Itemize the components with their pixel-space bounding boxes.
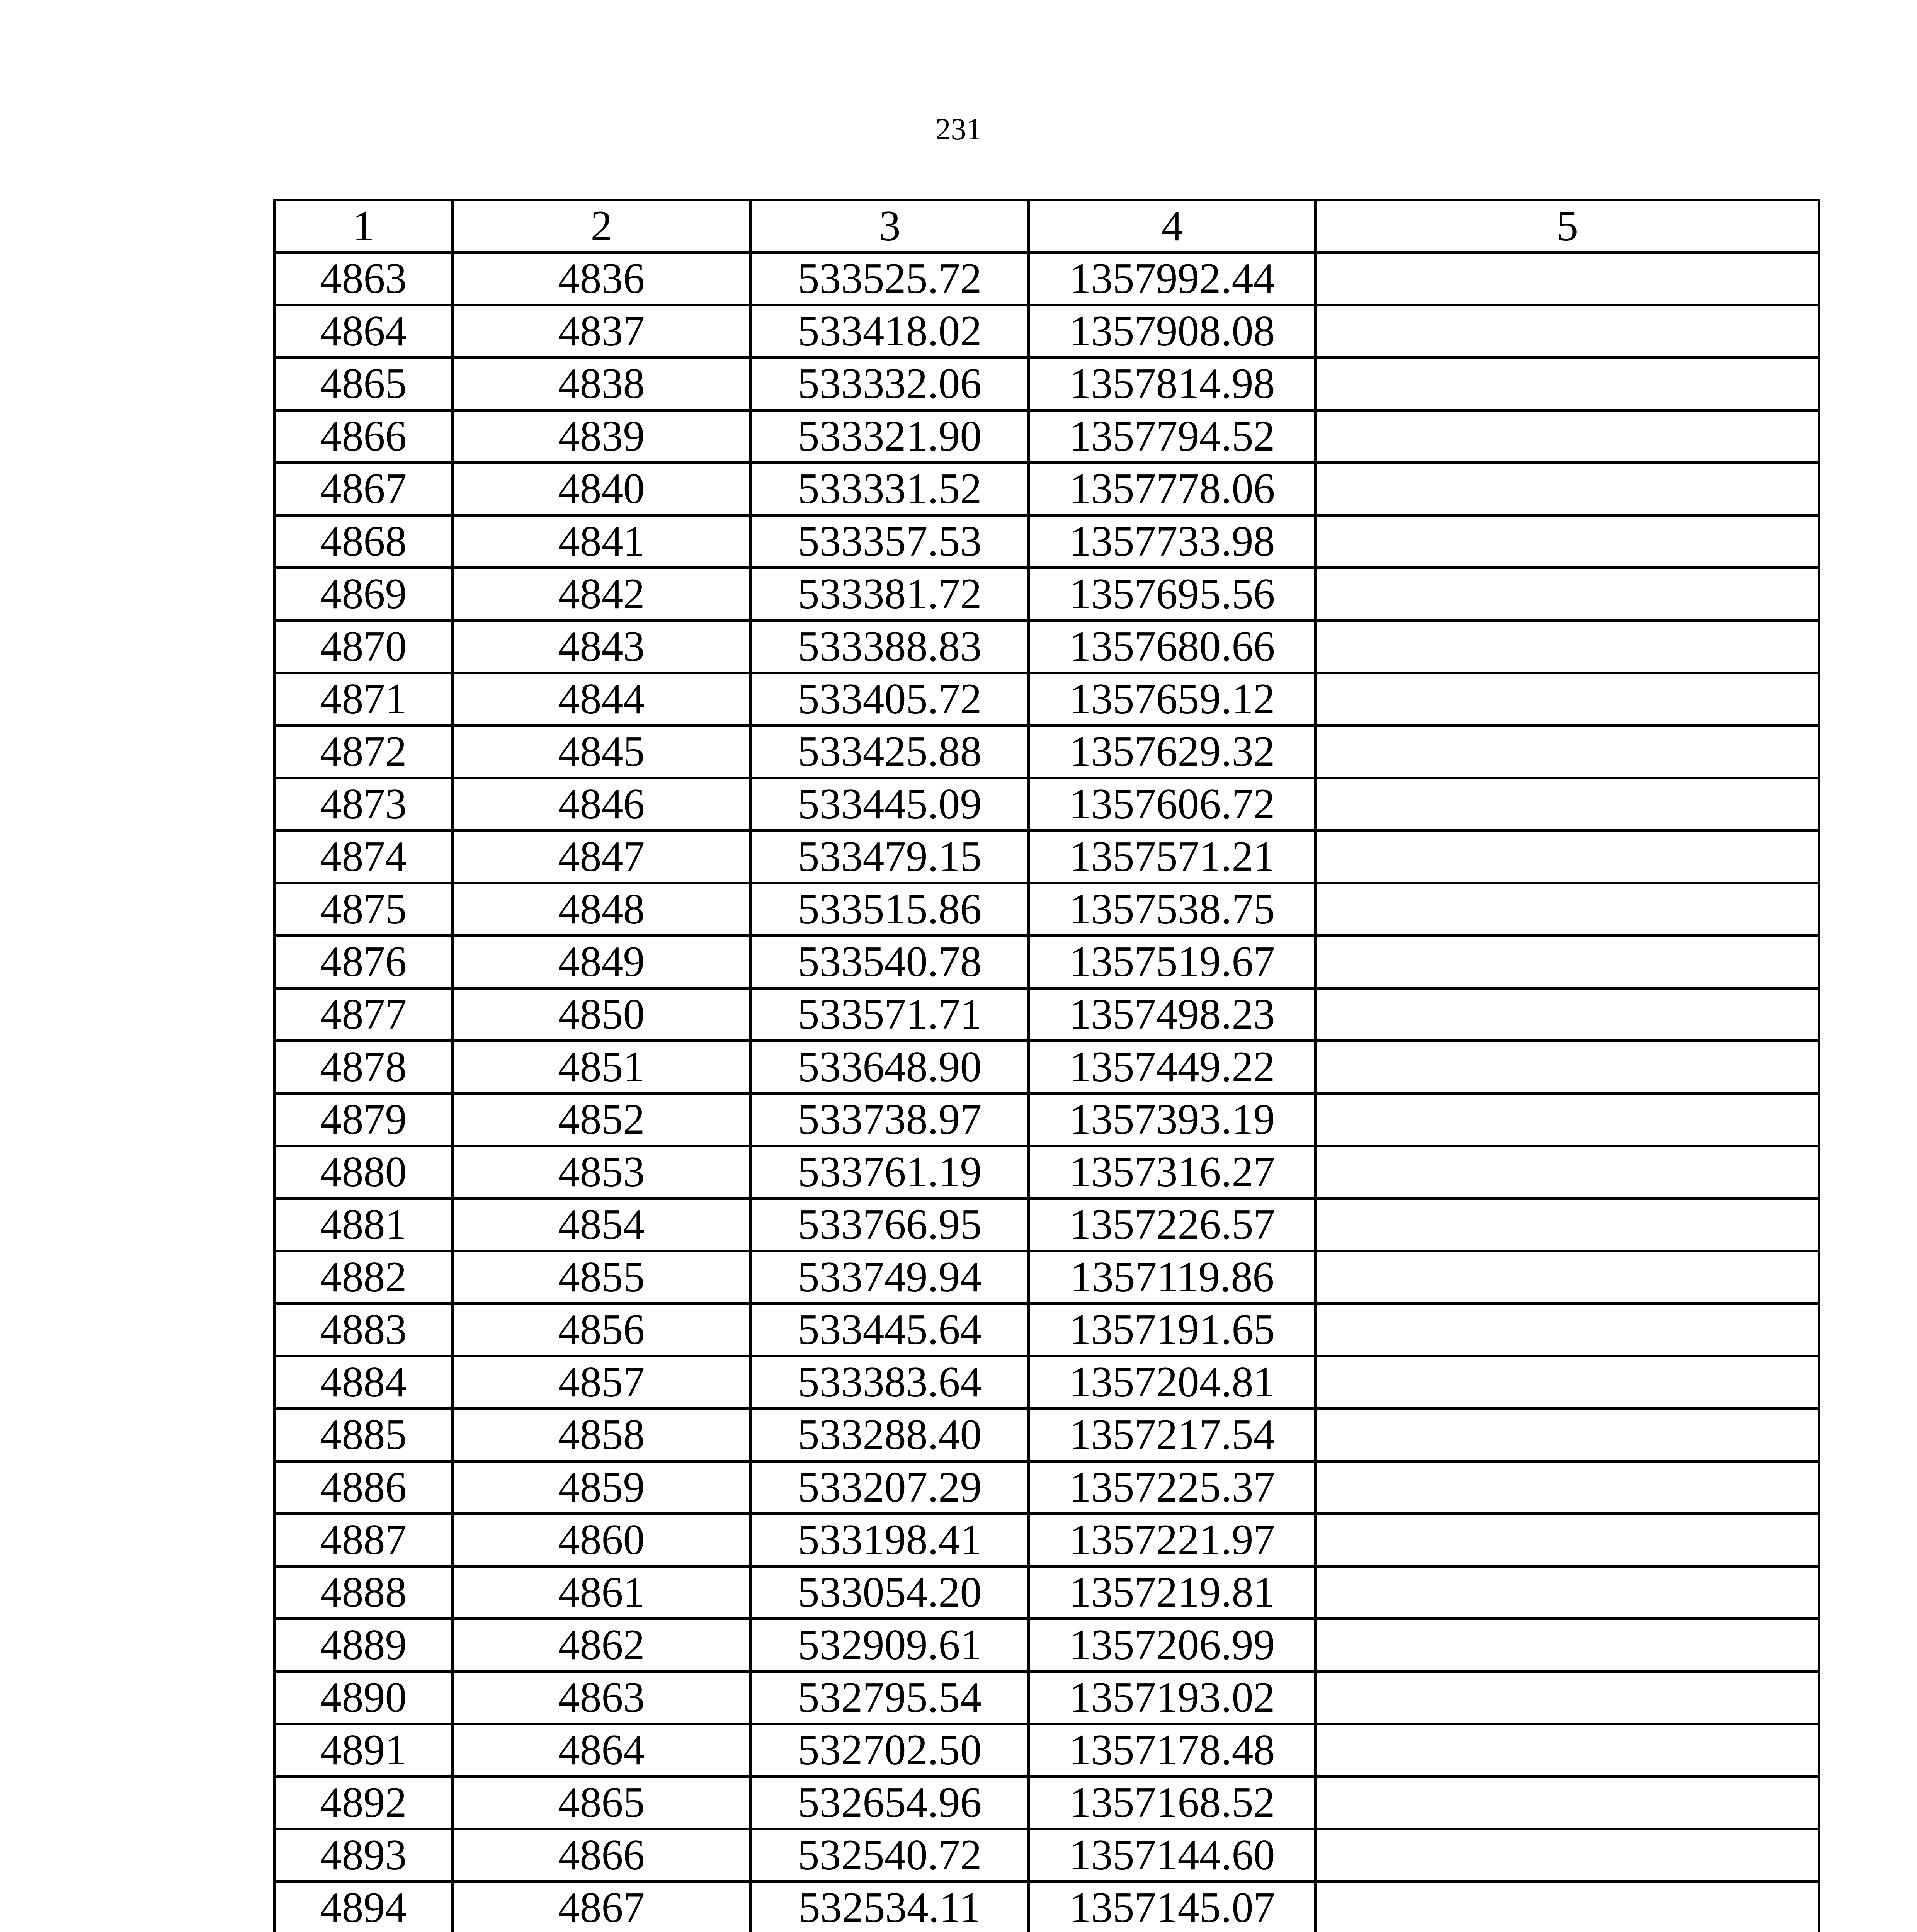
column-header-1: 1 bbox=[275, 200, 452, 253]
table-row bbox=[275, 936, 1819, 988]
coordinate-y-cell: 1357217.54 bbox=[1029, 1409, 1316, 1461]
table-row bbox=[275, 410, 1819, 463]
point-number-cell: 4886 bbox=[275, 1461, 452, 1514]
coordinate-y-cell: 1357449.22 bbox=[1029, 1041, 1316, 1094]
coordinate-x-cell: 533761.19 bbox=[751, 1146, 1029, 1199]
note-cell bbox=[1316, 1041, 1819, 1094]
point-number-cell: 4889 bbox=[275, 1619, 452, 1672]
point-number-cell: 4868 bbox=[275, 515, 452, 568]
coordinate-y-cell: 1357145.07 bbox=[1029, 1882, 1316, 1932]
table-row bbox=[275, 1829, 1819, 1882]
table-row bbox=[275, 726, 1819, 778]
note-cell bbox=[1316, 778, 1819, 831]
point-number-cell: 4865 bbox=[275, 358, 452, 410]
point-index-cell: 4856 bbox=[452, 1304, 751, 1356]
coordinate-x-cell: 532702.50 bbox=[751, 1724, 1029, 1777]
point-index-cell: 4846 bbox=[452, 778, 751, 831]
point-index-cell: 4867 bbox=[452, 1882, 751, 1932]
note-cell bbox=[1316, 410, 1819, 463]
coordinate-y-cell: 1357538.75 bbox=[1029, 883, 1316, 936]
note-cell bbox=[1316, 1199, 1819, 1251]
table-row bbox=[275, 1094, 1819, 1146]
coordinate-y-cell: 1357992.44 bbox=[1029, 253, 1316, 305]
point-number-cell: 4875 bbox=[275, 883, 452, 936]
table-row bbox=[275, 515, 1819, 568]
coordinate-y-cell: 1357680.66 bbox=[1029, 621, 1316, 673]
note-cell bbox=[1316, 1829, 1819, 1882]
point-number-cell: 4884 bbox=[275, 1356, 452, 1409]
coordinate-x-cell: 532654.96 bbox=[751, 1777, 1029, 1829]
note-cell bbox=[1316, 673, 1819, 726]
point-number-cell: 4879 bbox=[275, 1094, 452, 1146]
point-index-cell: 4838 bbox=[452, 358, 751, 410]
coordinate-x-cell: 533381.72 bbox=[751, 568, 1029, 621]
point-index-cell: 4844 bbox=[452, 673, 751, 726]
table-row bbox=[275, 305, 1819, 358]
note-cell bbox=[1316, 831, 1819, 883]
point-number-cell: 4894 bbox=[275, 1882, 452, 1932]
point-index-cell: 4848 bbox=[452, 883, 751, 936]
point-index-cell: 4858 bbox=[452, 1409, 751, 1461]
coordinate-y-cell: 1357571.21 bbox=[1029, 831, 1316, 883]
coordinate-x-cell: 533648.90 bbox=[751, 1041, 1029, 1094]
coordinate-y-cell: 1357219.81 bbox=[1029, 1566, 1316, 1619]
coordinate-y-cell: 1357178.48 bbox=[1029, 1724, 1316, 1777]
point-number-cell: 4893 bbox=[275, 1829, 452, 1882]
coordinate-y-cell: 1357119.86 bbox=[1029, 1251, 1316, 1304]
point-number-cell: 4871 bbox=[275, 673, 452, 726]
coordinate-x-cell: 533388.83 bbox=[751, 621, 1029, 673]
coordinate-x-cell: 532795.54 bbox=[751, 1672, 1029, 1724]
table-row bbox=[275, 1356, 1819, 1409]
coordinate-y-cell: 1357778.06 bbox=[1029, 463, 1316, 515]
point-index-cell: 4860 bbox=[452, 1514, 751, 1566]
point-index-cell: 4864 bbox=[452, 1724, 751, 1777]
coordinate-y-cell: 1357191.65 bbox=[1029, 1304, 1316, 1356]
coordinate-y-cell: 1357794.52 bbox=[1029, 410, 1316, 463]
coordinate-y-cell: 1357221.97 bbox=[1029, 1514, 1316, 1566]
coordinate-y-cell: 1357814.98 bbox=[1029, 358, 1316, 410]
table-row bbox=[275, 358, 1819, 410]
note-cell bbox=[1316, 1724, 1819, 1777]
point-number-cell: 4876 bbox=[275, 936, 452, 988]
column-header-2: 2 bbox=[452, 200, 751, 253]
coordinate-x-cell: 533425.88 bbox=[751, 726, 1029, 778]
point-index-cell: 4836 bbox=[452, 253, 751, 305]
note-cell bbox=[1316, 1409, 1819, 1461]
coordinate-x-cell: 532540.72 bbox=[751, 1829, 1029, 1882]
note-cell bbox=[1316, 1461, 1819, 1514]
table-row bbox=[275, 1882, 1819, 1932]
coordinate-y-cell: 1357393.19 bbox=[1029, 1094, 1316, 1146]
coordinate-x-cell: 533418.02 bbox=[751, 305, 1029, 358]
point-index-cell: 4866 bbox=[452, 1829, 751, 1882]
point-number-cell: 4877 bbox=[275, 988, 452, 1041]
note-cell bbox=[1316, 253, 1819, 305]
coordinate-x-cell: 533288.40 bbox=[751, 1409, 1029, 1461]
point-number-cell: 4874 bbox=[275, 831, 452, 883]
point-number-cell: 4873 bbox=[275, 778, 452, 831]
table-row bbox=[275, 1514, 1819, 1566]
note-cell bbox=[1316, 1882, 1819, 1932]
point-index-cell: 4862 bbox=[452, 1619, 751, 1672]
coordinate-x-cell: 533749.94 bbox=[751, 1251, 1029, 1304]
point-number-cell: 4863 bbox=[275, 253, 452, 305]
point-index-cell: 4849 bbox=[452, 936, 751, 988]
column-header-3: 3 bbox=[751, 200, 1029, 253]
coordinate-x-cell: 533445.09 bbox=[751, 778, 1029, 831]
point-number-cell: 4883 bbox=[275, 1304, 452, 1356]
table-row bbox=[275, 1777, 1819, 1829]
coordinate-x-cell: 533198.41 bbox=[751, 1514, 1029, 1566]
coordinate-y-cell: 1357629.32 bbox=[1029, 726, 1316, 778]
note-cell bbox=[1316, 568, 1819, 621]
coordinate-x-cell: 533383.64 bbox=[751, 1356, 1029, 1409]
note-cell bbox=[1316, 1146, 1819, 1199]
point-number-cell: 4887 bbox=[275, 1514, 452, 1566]
point-number-cell: 4885 bbox=[275, 1409, 452, 1461]
point-number-cell: 4870 bbox=[275, 621, 452, 673]
note-cell bbox=[1316, 1777, 1819, 1829]
note-cell bbox=[1316, 621, 1819, 673]
coordinate-x-cell: 533571.71 bbox=[751, 988, 1029, 1041]
note-cell bbox=[1316, 1566, 1819, 1619]
point-index-cell: 4859 bbox=[452, 1461, 751, 1514]
point-index-cell: 4850 bbox=[452, 988, 751, 1041]
note-cell bbox=[1316, 1251, 1819, 1304]
point-number-cell: 4878 bbox=[275, 1041, 452, 1094]
note-cell bbox=[1316, 1304, 1819, 1356]
coordinate-y-cell: 1357908.08 bbox=[1029, 305, 1316, 358]
coordinate-x-cell: 533331.52 bbox=[751, 463, 1029, 515]
table-row bbox=[275, 1724, 1819, 1777]
point-index-cell: 4857 bbox=[452, 1356, 751, 1409]
point-index-cell: 4839 bbox=[452, 410, 751, 463]
point-number-cell: 4882 bbox=[275, 1251, 452, 1304]
note-cell bbox=[1316, 358, 1819, 410]
note-cell bbox=[1316, 515, 1819, 568]
point-number-cell: 4880 bbox=[275, 1146, 452, 1199]
note-cell bbox=[1316, 463, 1819, 515]
header-row bbox=[275, 200, 1819, 253]
note-cell bbox=[1316, 1094, 1819, 1146]
coordinate-x-cell: 533766.95 bbox=[751, 1199, 1029, 1251]
note-cell bbox=[1316, 1672, 1819, 1724]
coordinate-y-cell: 1357168.52 bbox=[1029, 1777, 1316, 1829]
point-index-cell: 4854 bbox=[452, 1199, 751, 1251]
point-number-cell: 4888 bbox=[275, 1566, 452, 1619]
table-row bbox=[275, 831, 1819, 883]
note-cell bbox=[1316, 883, 1819, 936]
table-row bbox=[275, 463, 1819, 515]
column-header-4: 4 bbox=[1029, 200, 1316, 253]
point-index-cell: 4861 bbox=[452, 1566, 751, 1619]
note-cell bbox=[1316, 936, 1819, 988]
note-cell bbox=[1316, 1514, 1819, 1566]
note-cell bbox=[1316, 988, 1819, 1041]
note-cell bbox=[1316, 1619, 1819, 1672]
coordinate-y-cell: 1357144.60 bbox=[1029, 1829, 1316, 1882]
point-index-cell: 4840 bbox=[452, 463, 751, 515]
coordinate-y-cell: 1357498.23 bbox=[1029, 988, 1316, 1041]
table-body bbox=[275, 253, 1819, 1932]
coordinate-x-cell: 533515.86 bbox=[751, 883, 1029, 936]
coordinate-y-cell: 1357226.57 bbox=[1029, 1199, 1316, 1251]
coordinate-x-cell: 533207.29 bbox=[751, 1461, 1029, 1514]
coordinate-y-cell: 1357206.99 bbox=[1029, 1619, 1316, 1672]
point-number-cell: 4890 bbox=[275, 1672, 452, 1724]
table-row bbox=[275, 673, 1819, 726]
point-index-cell: 4845 bbox=[452, 726, 751, 778]
point-number-cell: 4892 bbox=[275, 1777, 452, 1829]
point-number-cell: 4864 bbox=[275, 305, 452, 358]
table-row bbox=[275, 253, 1819, 305]
table-row bbox=[275, 1199, 1819, 1251]
point-number-cell: 4869 bbox=[275, 568, 452, 621]
page-number: 231 bbox=[935, 112, 982, 146]
point-number-cell: 4866 bbox=[275, 410, 452, 463]
point-number-cell: 4881 bbox=[275, 1199, 452, 1251]
table-row bbox=[275, 568, 1819, 621]
coordinate-x-cell: 533321.90 bbox=[751, 410, 1029, 463]
table-row bbox=[275, 1146, 1819, 1199]
coordinate-y-cell: 1357606.72 bbox=[1029, 778, 1316, 831]
point-number-cell: 4891 bbox=[275, 1724, 452, 1777]
coordinate-x-cell: 532534.11 bbox=[751, 1882, 1029, 1932]
coordinate-x-cell: 533405.72 bbox=[751, 673, 1029, 726]
point-number-cell: 4872 bbox=[275, 726, 452, 778]
coordinate-x-cell: 533479.15 bbox=[751, 831, 1029, 883]
table-row bbox=[275, 778, 1819, 831]
table-row bbox=[275, 1251, 1819, 1304]
note-cell bbox=[1316, 1356, 1819, 1409]
coordinate-y-cell: 1357695.56 bbox=[1029, 568, 1316, 621]
column-header-5: 5 bbox=[1316, 200, 1819, 253]
point-index-cell: 4852 bbox=[452, 1094, 751, 1146]
coordinate-y-cell: 1357193.02 bbox=[1029, 1672, 1316, 1724]
table-row bbox=[275, 988, 1819, 1041]
coordinate-x-cell: 533525.72 bbox=[751, 253, 1029, 305]
point-index-cell: 4837 bbox=[452, 305, 751, 358]
coordinate-x-cell: 533357.53 bbox=[751, 515, 1029, 568]
coordinate-x-cell: 533540.78 bbox=[751, 936, 1029, 988]
point-index-cell: 4847 bbox=[452, 831, 751, 883]
point-index-cell: 4853 bbox=[452, 1146, 751, 1199]
point-index-cell: 4863 bbox=[452, 1672, 751, 1724]
coordinate-x-cell: 533332.06 bbox=[751, 358, 1029, 410]
coordinate-y-cell: 1357225.37 bbox=[1029, 1461, 1316, 1514]
coordinate-x-cell: 533054.20 bbox=[751, 1566, 1029, 1619]
point-index-cell: 4843 bbox=[452, 621, 751, 673]
note-cell bbox=[1316, 305, 1819, 358]
table-row bbox=[275, 1566, 1819, 1619]
point-index-cell: 4851 bbox=[452, 1041, 751, 1094]
point-number-cell: 4867 bbox=[275, 463, 452, 515]
table-row bbox=[275, 883, 1819, 936]
point-index-cell: 4841 bbox=[452, 515, 751, 568]
note-cell bbox=[1316, 726, 1819, 778]
point-index-cell: 4865 bbox=[452, 1777, 751, 1829]
table-row bbox=[275, 1672, 1819, 1724]
coordinates-table bbox=[273, 199, 1820, 1932]
coordinate-x-cell: 533738.97 bbox=[751, 1094, 1029, 1146]
table-row bbox=[275, 1461, 1819, 1514]
coordinate-x-cell: 532909.61 bbox=[751, 1619, 1029, 1672]
table-row bbox=[275, 1619, 1819, 1672]
table-row bbox=[275, 1041, 1819, 1094]
table-row bbox=[275, 1304, 1819, 1356]
coordinate-y-cell: 1357204.81 bbox=[1029, 1356, 1316, 1409]
point-index-cell: 4842 bbox=[452, 568, 751, 621]
table-row bbox=[275, 621, 1819, 673]
table-row bbox=[275, 1409, 1819, 1461]
coordinate-y-cell: 1357519.67 bbox=[1029, 936, 1316, 988]
coordinate-y-cell: 1357733.98 bbox=[1029, 515, 1316, 568]
coordinate-x-cell: 533445.64 bbox=[751, 1304, 1029, 1356]
point-index-cell: 4855 bbox=[452, 1251, 751, 1304]
coordinate-y-cell: 1357659.12 bbox=[1029, 673, 1316, 726]
coordinate-y-cell: 1357316.27 bbox=[1029, 1146, 1316, 1199]
